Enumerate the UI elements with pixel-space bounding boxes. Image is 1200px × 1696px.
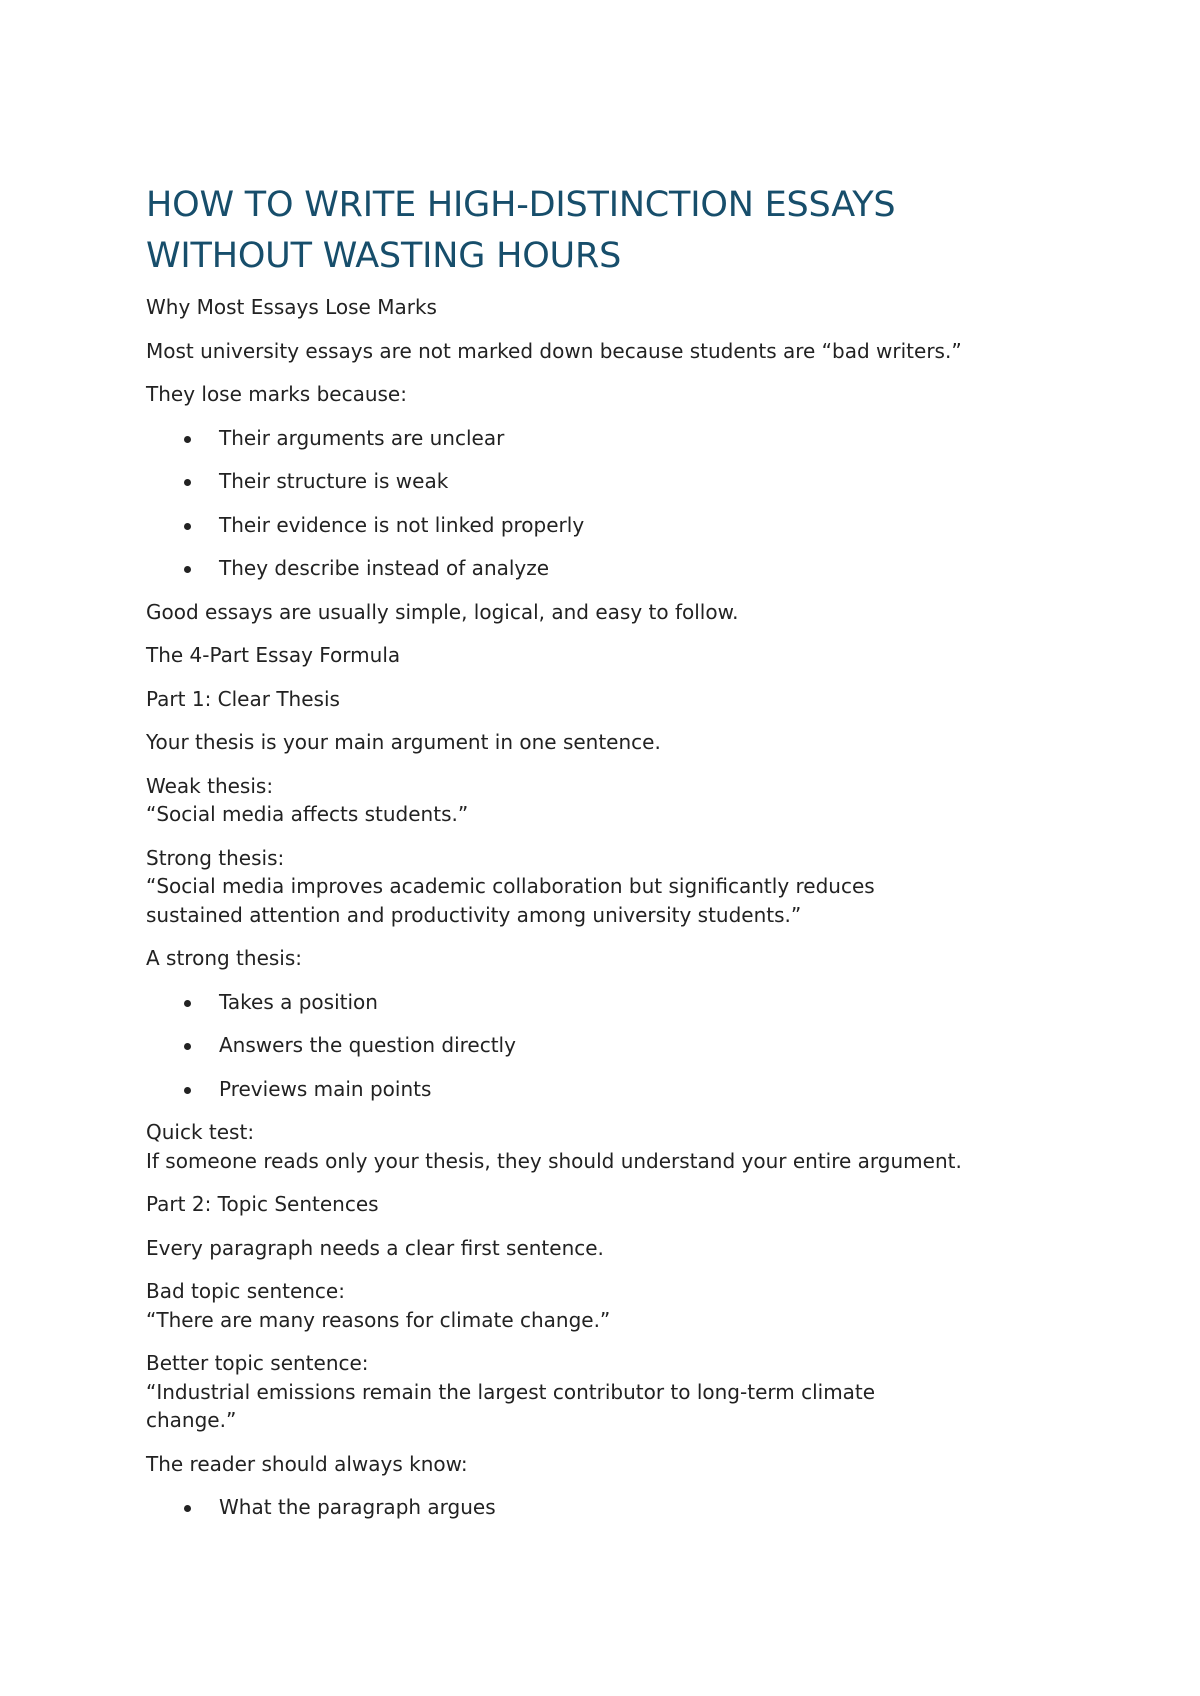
bullet-icon: [184, 1087, 191, 1094]
bad-topic-example: “There are many reasons for climate change.”: [146, 1307, 611, 1332]
reader-points-list: [146, 1493, 1086, 1522]
list-item-text: What the paragraph argues: [219, 1495, 496, 1519]
quick-test-text: If someone reads only your thesis, they should understand your entire argument.: [146, 1148, 962, 1173]
strong-thesis-block: [146, 844, 1086, 930]
bullet-icon: [184, 1043, 191, 1050]
document-title: [146, 180, 1086, 282]
quick-test-block: [146, 1118, 1086, 1175]
list-item-text: Their arguments are unclear: [219, 425, 505, 450]
paragraph-thesis: Your thesis is your main argument in one sentence.: [146, 730, 661, 754]
document-page: [146, 180, 1086, 1537]
list-item: [146, 554, 1086, 583]
heading-why-essays-lose-marks: Why Most Essays Lose Marks: [146, 295, 437, 319]
heading-part-2: Part 2: Topic Sentences: [146, 1192, 379, 1216]
strong-thesis-example-line-1: “Social media improves academic collaboration but significantly reduces: [146, 874, 875, 898]
list-item: [146, 467, 1086, 496]
list-item-text: Their evidence is not linked properly: [219, 512, 585, 537]
bad-topic-block: [146, 1277, 1086, 1334]
title-line-1: HOW TO WRITE HIGH-DISTINCTION ESSAYS: [146, 185, 896, 225]
title-line-2: WITHOUT WASTING HOURS: [146, 236, 622, 276]
list-item: [146, 511, 1086, 540]
paragraph-every-paragraph: Every paragraph needs a clear first sentence.: [146, 1235, 604, 1260]
weak-thesis-label: Weak thesis:: [146, 773, 274, 798]
better-topic-example-line-1: “Industrial emissions remain the largest contributor to long-term climate: [146, 1379, 876, 1404]
list-item: [146, 424, 1086, 453]
bullet-icon: [184, 479, 191, 486]
list-item: [146, 1493, 1086, 1522]
paragraph-reader-should-know: The reader should always know:: [146, 1451, 468, 1476]
list-item-text: Their structure is weak: [219, 469, 449, 493]
strong-thesis-list: [146, 988, 1086, 1104]
list-item: [146, 1031, 1086, 1060]
bullet-icon: [184, 436, 191, 443]
better-topic-example-line-2: change.”: [146, 1408, 237, 1432]
lose-reasons-list: [146, 424, 1086, 583]
paragraph-lose-marks: They lose marks because:: [146, 382, 407, 406]
paragraph-intro: Most university essays are not marked down because students are “bad writers.”: [146, 338, 962, 363]
quick-test-label: Quick test:: [146, 1120, 255, 1144]
better-topic-label: Better topic sentence:: [146, 1351, 369, 1375]
paragraph-good-essays: Good essays are usually simple, logical, and easy to follow.: [146, 599, 739, 624]
better-topic-block: [146, 1349, 1086, 1435]
bullet-icon: [184, 1505, 191, 1512]
list-item: [146, 1075, 1086, 1104]
bullet-icon: [184, 1000, 191, 1007]
heading-part-1: Part 1: Clear Thesis: [146, 686, 340, 711]
strong-thesis-example-line-2: sustained attention and productivity among university students.”: [146, 902, 802, 927]
list-item-text: Takes a position: [219, 989, 378, 1014]
weak-thesis-example: “Social media affects students.”: [146, 802, 469, 826]
paragraph-strong-thesis: A strong thesis:: [146, 946, 303, 970]
bullet-icon: [184, 523, 191, 530]
strong-thesis-label: Strong thesis:: [146, 845, 285, 870]
heading-essay-formula: The 4-Part Essay Formula: [146, 643, 401, 667]
weak-thesis-block: [146, 772, 1086, 829]
bullet-icon: [184, 566, 191, 573]
bad-topic-label: Bad topic sentence:: [146, 1279, 345, 1303]
list-item-text: Answers the question directly: [219, 1033, 516, 1057]
list-item-text: They describe instead of analyze: [219, 556, 550, 580]
list-item-text: Previews main points: [219, 1076, 432, 1101]
list-item: [146, 988, 1086, 1017]
